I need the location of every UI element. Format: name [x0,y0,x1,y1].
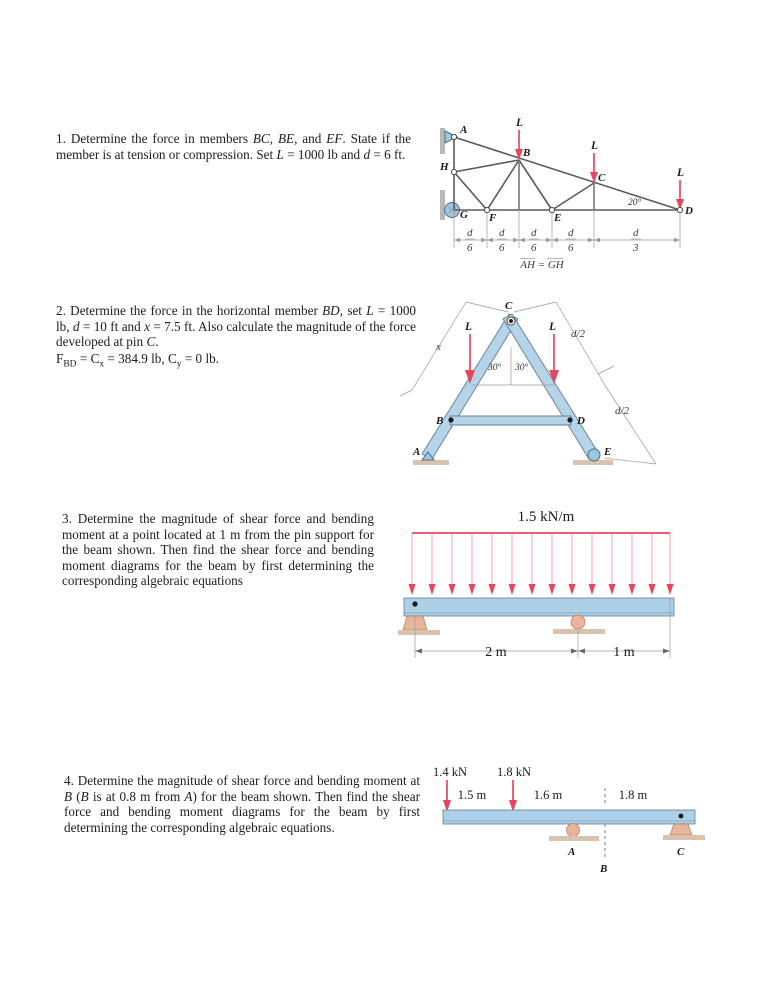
member-HB [454,160,519,172]
dim-3-num: d [531,227,537,239]
beam-pin-dot-4 [679,814,684,819]
dim-x-tick-bottom [400,390,412,396]
support-pin-C [670,824,692,835]
p2-l3b: C [146,334,156,350]
p1-seg9: d [363,146,371,162]
a-frame-diagram [408,292,683,472]
ground-roller-A [549,836,599,841]
support-roller-A [567,824,580,837]
joint-label-E: E [604,446,612,458]
span-label-2: 1.6 m [533,788,563,802]
problem-2-figure [408,292,683,472]
p1-seg5: EF [326,131,343,146]
dim-5-den: 3 [633,242,639,254]
joint-A [451,134,456,139]
joint-label-H: H [440,161,449,173]
p2-l2d: d [72,318,80,334]
joint-label-E: E [554,212,562,224]
dim-label-d2-upper: d/2 [571,328,586,340]
p1-seg8: = 1000 lb and [283,146,364,162]
problem-4-statement [64,773,420,835]
p2-l1b: BD [322,303,340,318]
dim-d2-lower-line [606,387,656,464]
dim-1-den: 6 [467,242,473,254]
support-roller [571,615,585,629]
p1-seg3: BE [277,131,295,146]
beam-body-4 [443,810,695,824]
frame-member-BD [450,416,571,425]
joint-D [677,207,682,212]
load-label-left: L [465,321,473,333]
dim-2-num: d [499,227,505,239]
dim-label-d2-lower: d/2 [615,405,630,417]
problem-4-text [64,773,420,835]
ground-pin-C [663,835,705,840]
p1-seg4: , and [294,131,327,146]
p2-l1a: 2. Determine the force in the horizontal member [56,303,323,318]
point-load-label-2: 1.8 kN [497,765,532,779]
p2-l2e: = 10 ft and [79,318,145,334]
load-label-B: L [516,117,524,129]
problem-3-statement [62,511,374,589]
span-label-3: 1.8 m [618,788,648,802]
angle-label-right-30: 30° [515,363,529,373]
joint-label-B: B [436,415,444,427]
p1-seg7: L [276,146,284,162]
p2-ans-mid: = C [76,350,100,366]
p4-p4: ) for the beam shown. Then find the shear force and bending moment diagrams for the beam by first determining the corresponding algebraic equations. [64,788,420,835]
p4-p1: 4. Determine the magnitude of shear force and bending moment at [64,773,420,788]
p2-l2g: = 7.5 ft. Also calculate [149,318,274,334]
truss-diagram [432,117,712,280]
problem-3-figure [398,503,698,668]
p2-l2c: = 1000 lb, [56,303,417,334]
joint-label-D: D [685,205,693,217]
load-label-D: L [677,167,685,179]
dim-3-den: 6 [531,242,537,254]
dim-4-den: 6 [568,242,574,254]
p2-ans-sub1: BD [63,359,77,370]
problem-1-text [56,131,411,162]
problem-2-text [56,303,416,350]
joint-D [567,417,572,422]
joint-C-dot [509,319,513,323]
problem-4-figure [425,762,710,887]
point-label-B: B [600,863,608,875]
problem-3-text: 3. Determine the magnitude of shear force and bending moment at a point located at 1 m from the pin support for the beam shown. Then find the shear force and bending moment diagrams for the beam by first determining the corresponding algebraic equations [62,511,374,589]
member-FB [487,160,519,210]
load-arrow-group [409,533,674,595]
member-EC [552,183,594,210]
dim-d2-mid-tick [598,366,614,374]
dim-4-num: d [568,227,574,239]
dim-label-x: x [436,341,441,353]
load-label-right: L [549,321,557,333]
point-load-label-1: 1.4 kN [433,765,468,779]
p2-ans-val: = 384.9 lb, C [104,350,177,366]
joint-label-C: C [505,300,513,312]
p2-ans-pre: F [56,350,64,366]
p4-p2: ( [72,788,81,804]
p2-l2b: L [366,303,374,318]
dim-d2-upper-line [556,302,606,387]
joint-label-D: D [577,415,585,427]
point-label-C: C [677,846,685,858]
dim-x-tick-top [466,302,508,312]
beam-point-loads-diagram [425,762,710,887]
p2-l1c: , [339,303,344,318]
p1-seg0: 1. Determine the force in members [56,131,253,146]
p4-p3: is at 0.8 m from [88,788,185,804]
p2-ans-sub2: x [99,359,105,370]
joint-H [451,169,456,174]
joint-label-A: A [413,446,421,458]
joint-label-G: G [460,209,468,221]
p2-ans-end: = 0 lb. [181,350,220,366]
joint-label-F: F [489,212,497,224]
span-label-1: 1.5 m [457,788,487,802]
ground-pin [398,630,440,635]
dim-5-num: d [633,227,639,239]
p4-i1: B [64,788,73,804]
problem-1-figure [432,117,712,280]
dim-label-1m: 1 m [613,645,635,660]
p4-i3: A [184,788,193,804]
p2-l3c: . [155,334,159,350]
p4-i2: B [80,788,89,804]
truss-note: AH = GH [520,259,564,271]
problem-2-answer [56,351,416,373]
p2-l3a: the magnitude of the force developed at pin [56,318,416,350]
p2-l2a: set [347,303,367,318]
point-label-A: A [568,846,576,858]
wall-lower [440,190,445,220]
load-label-C: L [591,140,599,152]
joint-label-B: B [523,147,531,159]
angle-label-left-30: 30° [488,363,502,373]
p1-seg2: , [269,131,278,146]
p1-seg10: = 6 ft. [370,146,406,162]
joint-label-C: C [598,172,606,184]
dim-1-num: d [467,227,473,239]
member-HF [454,172,487,210]
member-AD-top [454,137,680,210]
p2-ans-sub3: y [176,359,182,370]
p1-seg6: . State if the member is at tension or compression. Set [56,131,411,162]
beam-pin-dot [412,601,417,606]
joint-label-A: A [460,124,468,136]
wall-upper [440,128,445,154]
dim-2-den: 6 [499,242,505,254]
angle-label-20: 20° [628,198,642,208]
ground-roller [553,629,605,634]
problem-2-statement [56,303,416,373]
p1-seg1: BC [252,131,270,146]
distributed-load-label: 1.5 kN/m [517,509,575,525]
ground-A [413,460,449,465]
p2-l2f: x [144,318,150,334]
dim-d2-upper-tick [514,302,556,312]
beam-distributed-load-diagram [398,503,698,668]
joint-B [448,417,453,422]
support-pin-E [588,449,600,461]
problem-1-statement [56,131,411,162]
dim-label-2m: 2 m [485,645,507,660]
